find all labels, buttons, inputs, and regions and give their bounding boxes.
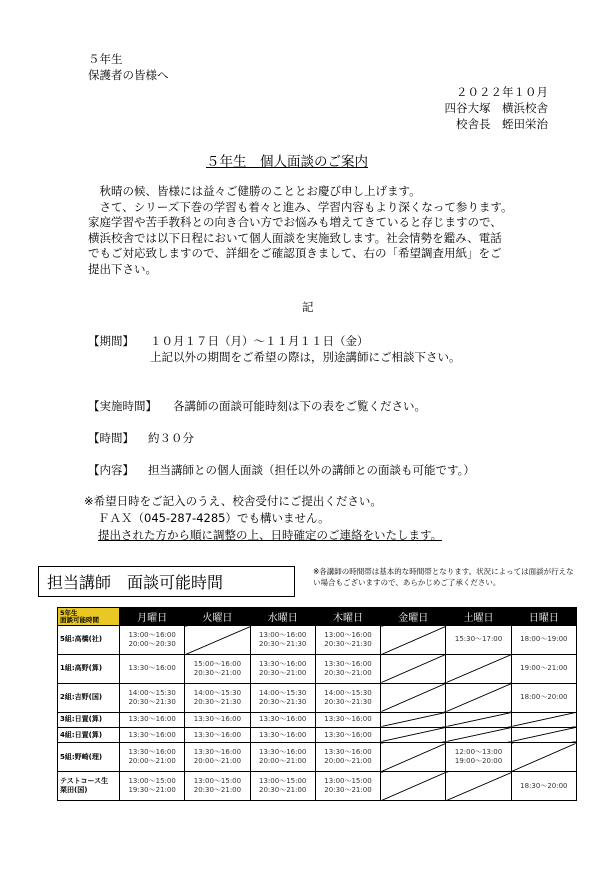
time-slot-cell bbox=[511, 683, 576, 712]
letter-body bbox=[88, 184, 512, 277]
teacher-cell bbox=[58, 727, 120, 742]
unavailable-cell bbox=[446, 712, 511, 727]
duration-value: 約３０分 bbox=[148, 431, 194, 445]
time-slot: 19:00～21:00 bbox=[520, 664, 568, 673]
time-slot: 20:30～21:00 bbox=[193, 786, 242, 795]
day-header: 月曜日 bbox=[120, 608, 185, 626]
time-slot: 13:30～16:00 bbox=[324, 715, 372, 724]
time-slot-cell bbox=[446, 743, 511, 772]
time-label: 【実施時間】 bbox=[88, 399, 157, 413]
time-slot: 13:30～16:00 bbox=[193, 715, 242, 724]
time-slot-cell bbox=[250, 654, 315, 683]
unavailable-cell bbox=[381, 683, 446, 712]
time-slot: 20:30～21:30 bbox=[128, 697, 176, 706]
teacher-name: 5組:高橋(社) bbox=[60, 635, 103, 644]
time-slot: 13:30～16:00 bbox=[259, 748, 307, 757]
content-label: 【内容】 bbox=[88, 463, 134, 477]
time-slot-cell bbox=[185, 727, 250, 742]
time-slot: 13:30～16:00 bbox=[259, 715, 307, 724]
letter-title: ５年生 個人面談のご案内 bbox=[206, 154, 368, 170]
time-slot: 20:30～21:30 bbox=[259, 639, 307, 648]
time-slot: 20:00～21:00 bbox=[193, 757, 242, 766]
time-slot: 13:30～16:00 bbox=[324, 659, 372, 668]
time-slot-cell bbox=[120, 743, 185, 772]
time-slot: 13:30～16:00 bbox=[128, 730, 176, 739]
time-slot: 18:30～20:00 bbox=[520, 781, 568, 790]
time-slot: 20:30～21:30 bbox=[324, 639, 372, 648]
time-slot-cell bbox=[315, 772, 380, 801]
time-slot-cell bbox=[511, 772, 576, 801]
time-slot: 14:00～15:30 bbox=[128, 688, 176, 697]
table-row bbox=[58, 626, 577, 655]
day-header: 木曜日 bbox=[315, 608, 380, 626]
time-slot: 20:00～21:00 bbox=[259, 757, 307, 766]
teacher-cell bbox=[58, 772, 120, 801]
time-slot: 18:00～20:00 bbox=[520, 693, 568, 702]
time-slot: 20:30～21:00 bbox=[324, 786, 372, 795]
time-slot-cell bbox=[185, 743, 250, 772]
time-slot: 13:30～16:00 bbox=[259, 659, 307, 668]
table-header-row bbox=[58, 608, 577, 626]
time-slot: 19:30～21:00 bbox=[128, 786, 176, 795]
recipient-label: 保護者の皆様へ bbox=[88, 68, 169, 82]
teacher-name: 1組:高野(算) bbox=[60, 664, 103, 673]
body-line: 家庭学習や苦手教科との向き合い方でお悩みも増えてきていると存じますので、 bbox=[88, 215, 502, 229]
time-slot-cell bbox=[120, 654, 185, 683]
teacher-cell bbox=[58, 712, 120, 727]
time-slot-cell bbox=[120, 683, 185, 712]
period-note: 上記以外の期間をご希望の際は，別途講師にご相談下さい。 bbox=[150, 350, 461, 364]
time-slot-cell bbox=[250, 727, 315, 742]
unavailable-cell bbox=[446, 683, 511, 712]
unavailable-cell bbox=[446, 654, 511, 683]
time-slot: 13:00～15:00 bbox=[193, 777, 242, 786]
table-row bbox=[58, 743, 577, 772]
corner-grade: 5年生 bbox=[60, 608, 78, 617]
period-label: 【期間】 bbox=[88, 334, 134, 348]
body-line: さて、シリーズ下巻の学習も着々と進み、学習内容もより深くなって参ります。 bbox=[88, 199, 513, 214]
time-slot-cell bbox=[315, 727, 380, 742]
body-line: 横浜校舎では以下日程において個人面談を実施致します。社会情勢を鑑み、電話 bbox=[88, 230, 502, 245]
date-label: ２０２２年１０月 bbox=[456, 85, 548, 99]
day-header: 火曜日 bbox=[185, 608, 250, 626]
time-slot-cell bbox=[446, 626, 511, 655]
note-submit: ※希望日時をご記入のうえ、校舎受付にご提出ください。 bbox=[84, 494, 382, 508]
unavailable-cell bbox=[511, 712, 576, 727]
table-row bbox=[58, 683, 577, 712]
time-slot: 13:30～16:00 bbox=[193, 730, 242, 739]
time-slot-cell bbox=[250, 712, 315, 727]
day-header: 土曜日 bbox=[446, 608, 511, 626]
unavailable-cell bbox=[381, 727, 446, 742]
teacher-name: テストコース生 bbox=[60, 777, 109, 786]
time-slot: 13:30～16:00 bbox=[128, 748, 176, 757]
body-line: 提出下さい。 bbox=[88, 261, 157, 276]
teacher-name: 2組:吉野(国) bbox=[60, 693, 103, 702]
time-slot: 13:00～16:00 bbox=[128, 630, 176, 639]
period-value: １０月１７日（月）～１１月１１日（金） bbox=[150, 334, 369, 348]
schedule-heading: 担当講師 面談可能時間 bbox=[38, 566, 295, 597]
teacher-name: 5組:野崎(理) bbox=[60, 752, 103, 761]
time-slot-cell bbox=[120, 712, 185, 727]
content-value: 担当講師との個人面談（担任以外の講師との面談も可能です。） bbox=[148, 463, 475, 477]
time-slot: 13:30～16:00 bbox=[324, 730, 372, 739]
corner-caption: 面談可能時間 bbox=[60, 615, 99, 624]
table-row bbox=[58, 654, 577, 683]
time-slot-cell bbox=[315, 712, 380, 727]
table-row bbox=[58, 772, 577, 801]
time-slot-cell bbox=[120, 626, 185, 655]
time-slot-cell bbox=[185, 772, 250, 801]
time-slot-cell bbox=[185, 654, 250, 683]
time-slot: 13:00～16:00 bbox=[259, 630, 307, 639]
time-slot: 13:00～15:00 bbox=[324, 777, 372, 786]
time-slot-cell bbox=[185, 712, 250, 727]
unavailable-cell bbox=[381, 743, 446, 772]
time-slot-cell bbox=[250, 683, 315, 712]
time-slot: 13:30～16:00 bbox=[128, 715, 176, 724]
time-slot: 20:30～21:30 bbox=[324, 697, 372, 706]
time-value: 各講師の面談可能時刻は下の表をご覧ください。 bbox=[173, 399, 426, 413]
note-fax: ＦＡＸ（045-287-4285）でも構いません。 bbox=[98, 511, 330, 525]
time-slot: 20:00～21:00 bbox=[128, 757, 176, 766]
unavailable-cell bbox=[511, 727, 576, 742]
unavailable-cell bbox=[446, 772, 511, 801]
time-slot: 14:00～15:30 bbox=[259, 688, 307, 697]
time-slot: 20:30～21:30 bbox=[193, 697, 242, 706]
ki-label: 記 bbox=[302, 300, 314, 314]
unavailable-cell bbox=[381, 712, 446, 727]
time-slot-cell bbox=[315, 743, 380, 772]
time-slot-cell bbox=[250, 743, 315, 772]
time-slot: 20:30～21:00 bbox=[259, 786, 307, 795]
time-slot: 14:00～15:30 bbox=[193, 688, 242, 697]
time-slot-cell bbox=[120, 727, 185, 742]
table-corner-label bbox=[58, 608, 120, 626]
teacher-name: 4組:日置(算) bbox=[60, 730, 103, 739]
teacher-cell bbox=[58, 683, 120, 712]
time-slot: 13:30～16:00 bbox=[193, 748, 242, 757]
school-name: 四谷大塚 横浜校舎 bbox=[444, 101, 548, 115]
teacher-cell bbox=[58, 654, 120, 683]
time-slot: 12:00～13:00 bbox=[454, 748, 503, 757]
time-slot: 13:30～16:00 bbox=[128, 664, 176, 673]
time-slot-cell bbox=[315, 683, 380, 712]
time-slot: 15:00～16:00 bbox=[193, 659, 242, 668]
time-slot: 14:00～15:30 bbox=[324, 688, 372, 697]
time-slot-cell bbox=[185, 683, 250, 712]
principal-name: 校舎長 蛭田栄治 bbox=[456, 117, 548, 131]
schedule-table bbox=[57, 607, 577, 801]
time-slot: 20:30～21:00 bbox=[324, 668, 372, 677]
teacher-name: 3組:日置(算) bbox=[60, 715, 103, 724]
table-row bbox=[58, 727, 577, 742]
time-slot: 20:00～21:00 bbox=[324, 757, 372, 766]
time-slot: 19:00～20:00 bbox=[454, 757, 503, 766]
time-slot: 13:00～15:00 bbox=[128, 777, 176, 786]
unavailable-cell bbox=[511, 743, 576, 772]
note-schedule: 提出された方から順に調整の上、日時確定のご連絡をいたします。 bbox=[98, 528, 443, 542]
time-slot: 13:00～15:00 bbox=[259, 777, 307, 786]
time-slot-cell bbox=[511, 654, 576, 683]
schedule-note: ※各講師の時間帯は基本的な時間帯となります。状況によっては面談が行えない場合もございますので、あらかじめご了承ください。 bbox=[313, 567, 574, 587]
day-header: 日曜日 bbox=[511, 608, 576, 626]
body-line: でもご対応致しますので、詳細をご確認頂きまして、右の「希望調査用紙」をご bbox=[88, 246, 502, 260]
time-slot-cell bbox=[315, 626, 380, 655]
teacher-cell bbox=[58, 626, 120, 655]
time-slot: 13:00～16:00 bbox=[324, 630, 372, 639]
unavailable-cell bbox=[381, 626, 446, 655]
day-header: 金曜日 bbox=[381, 608, 446, 626]
time-slot: 20:30～21:00 bbox=[193, 668, 242, 677]
unavailable-cell bbox=[381, 772, 446, 801]
unavailable-cell bbox=[446, 727, 511, 742]
time-slot: 20:30～21:00 bbox=[259, 668, 307, 677]
unavailable-cell bbox=[185, 626, 250, 655]
time-slot-cell bbox=[120, 772, 185, 801]
time-slot: 13:30～16:00 bbox=[324, 748, 372, 757]
grade-label: ５年生 bbox=[88, 52, 123, 66]
teacher-name: 栗田(国) bbox=[60, 786, 88, 795]
table-row bbox=[58, 712, 577, 727]
time-slot-cell bbox=[250, 772, 315, 801]
day-header: 水曜日 bbox=[250, 608, 315, 626]
time-slot: 20:00～20:30 bbox=[128, 639, 176, 648]
time-slot-cell bbox=[250, 626, 315, 655]
time-slot-cell bbox=[315, 654, 380, 683]
time-slot: 15:30～17:00 bbox=[454, 635, 503, 644]
time-slot: 20:30～21:30 bbox=[259, 697, 307, 706]
teacher-cell bbox=[58, 743, 120, 772]
duration-label: 【時間】 bbox=[88, 431, 134, 445]
time-slot: 13:30～16:00 bbox=[259, 730, 307, 739]
time-slot: 18:00～19:00 bbox=[520, 635, 568, 644]
body-line: 秋晴の候、皆様には益々ご健勝のこととお慶び申し上げます。 bbox=[88, 184, 421, 198]
time-slot-cell bbox=[511, 626, 576, 655]
unavailable-cell bbox=[381, 654, 446, 683]
